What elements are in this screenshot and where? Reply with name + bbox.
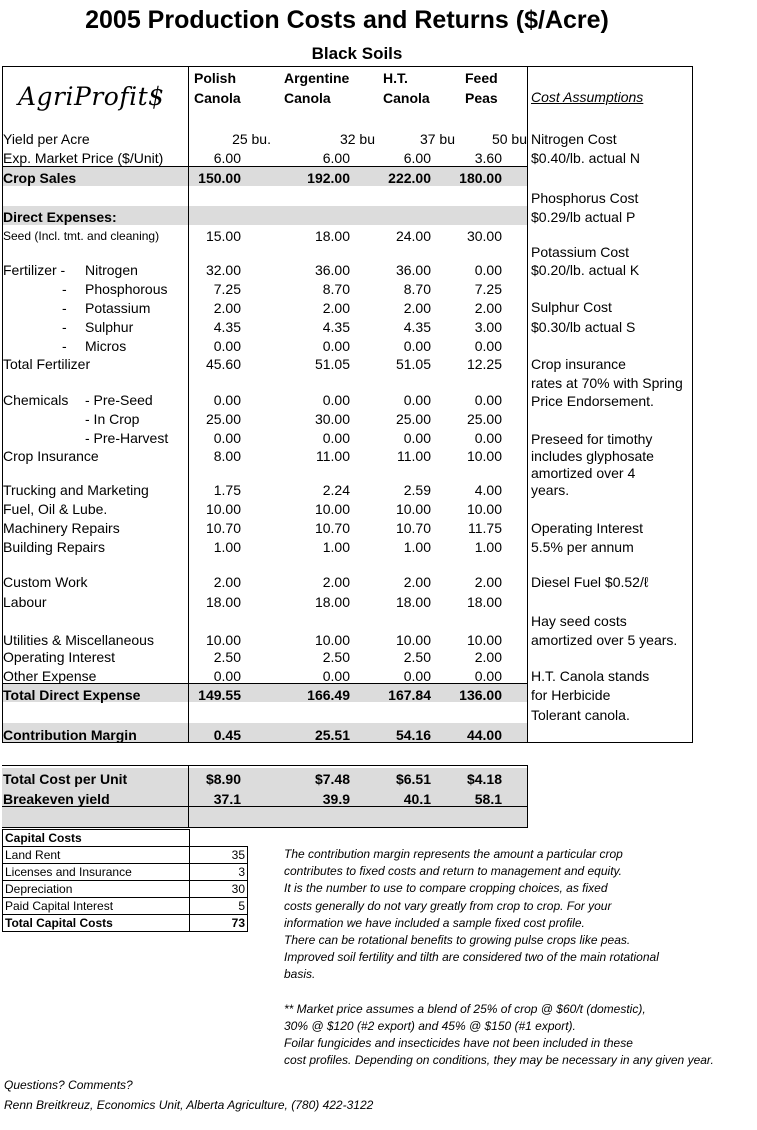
cost-assumptions-heading: Cost Assumptions [531, 89, 644, 105]
cost-assumption-line: Tolerant canola. [531, 707, 630, 723]
col-header-argentine: Argentine Canola [284, 70, 350, 106]
cell-value: 7.25 [213, 281, 241, 297]
row-label: Fertilizer - [3, 262, 66, 278]
cell-value: 10.00 [314, 501, 350, 517]
note-line: contributes to fixed costs and return to management and equity. [284, 864, 622, 879]
agriprofits-logo: AgriProfit$ [18, 82, 165, 111]
cell-value: 40.1 [403, 791, 431, 807]
note-line: basis. [284, 967, 316, 982]
cell-value: 0.00 [322, 392, 350, 408]
cell-value: 0.00 [474, 392, 502, 408]
cell-value: 0.00 [474, 338, 502, 354]
cell-value: 2.00 [322, 300, 350, 316]
cell-value: 10.00 [395, 632, 431, 648]
cell-value: 10.00 [466, 632, 502, 648]
row-label: Breakeven yield [3, 791, 110, 807]
cost-assumption-line: Potassium Cost [531, 244, 630, 260]
cell-value: 0.00 [403, 430, 431, 446]
cell-value: 0.00 [322, 668, 350, 684]
col-header-ht: H.T. Canola [383, 70, 430, 106]
row-sublabel: Potassium [85, 300, 151, 316]
cell-value: 15.00 [205, 228, 241, 244]
cost-assumption-line: Preseed for timothy [531, 431, 653, 447]
table-row: Paid Capital Interest 5 [3, 898, 248, 915]
note-line: 30% @ $120 (#2 export) and 45% @ $150 (#1 export). [284, 1019, 576, 1033]
cell-value: 0.00 [474, 668, 502, 684]
cost-assumption-line: Price Endorsement. [531, 393, 654, 409]
row-label: Building Repairs [3, 539, 105, 555]
note-line: Improved soil fertility and tilth are considered two of the main rotational [284, 950, 659, 965]
note-line: The contribution margin represents the amount a particular crop [284, 847, 623, 861]
row-label: Total Fertilizer [3, 356, 91, 372]
cost-assumption-line: Diesel Fuel $0.52/ℓ [531, 574, 649, 590]
cost-assumption-line: $0.20/lb. actual K [531, 262, 640, 278]
cell-value: 192.00 [307, 170, 350, 186]
cell-value: 3.60 [474, 150, 502, 166]
cell-value: 149.55 [198, 687, 241, 703]
cost-assumption-line: amortized over 5 years. [531, 632, 678, 648]
cell-value: 24.00 [395, 228, 431, 244]
cell-value: 2.00 [403, 300, 431, 316]
cell-value: 10.70 [205, 520, 241, 536]
cell-value: 2.00 [213, 574, 241, 590]
note-line: cost profiles. Depending on conditions, they may be necessary in any given year. [284, 1053, 714, 1068]
cell-value: 2.00 [403, 574, 431, 590]
spacer-band [2, 807, 527, 827]
page-subtitle: Black Soils [311, 44, 403, 63]
row-sublabel: - Pre-Harvest [85, 430, 169, 446]
table-top-line [2, 66, 692, 67]
note-line: ** Market price assumes a blend of 25% of crop @ $60/t (domestic), [284, 1001, 646, 1016]
cell-value: 44.00 [466, 727, 502, 743]
cost-assumption-line: Crop insurance [531, 356, 626, 372]
cost-assumption-line: years. [531, 482, 570, 498]
cell-value: 2.00 [474, 300, 502, 316]
cell-value: 18.00 [314, 228, 350, 244]
row-sublabel: Phosphorous [85, 281, 168, 297]
cell-value: 37 bu [419, 131, 455, 147]
note-line: It is the number to use to compare cropping choices, as fixed [284, 881, 608, 896]
cell-value: 18.00 [395, 594, 431, 610]
row-dash: - [62, 300, 67, 316]
cost-assumption-line: rates at 70% with Spring [531, 375, 683, 391]
cell-value: 0.00 [403, 668, 431, 684]
note-line: There can be rotational benefits to growing pulse crops like peas. [284, 933, 631, 947]
row-dash: - [62, 319, 67, 335]
cell-value: 45.60 [205, 356, 241, 372]
cost-assumption-line: H.T. Canola stands [531, 668, 650, 684]
cell-value: 150.00 [198, 170, 241, 186]
cell-value: 3.00 [474, 319, 502, 335]
cell-value: 11.75 [468, 520, 502, 536]
cell-value: 4.35 [322, 319, 350, 335]
cell-value: 2.50 [322, 649, 350, 665]
row-sublabel: Nitrogen [85, 262, 138, 278]
cell-value: 51.05 [395, 356, 431, 372]
cell-value: 39.9 [322, 791, 350, 807]
cell-value: 11.00 [397, 448, 431, 464]
cell-value: 2.59 [403, 482, 431, 498]
cell-value: 180.00 [459, 170, 502, 186]
cell-value: 0.00 [322, 430, 350, 446]
cell-value: 18.00 [314, 594, 350, 610]
cell-value: 0.00 [213, 430, 241, 446]
cell-value: 1.75 [213, 482, 241, 498]
cell-value: 136.00 [459, 687, 502, 703]
row-label: Labour [3, 594, 47, 610]
row-sublabel: - In Crop [85, 411, 140, 427]
cost-assumption-line: for Herbicide [531, 687, 611, 703]
cell-value: 0.00 [213, 338, 241, 354]
cell-value: 166.49 [307, 687, 350, 703]
cell-value: 4.35 [403, 319, 431, 335]
cell-value: 2.24 [322, 482, 350, 498]
cell-value: 1.00 [213, 539, 241, 555]
row-label: Crop Sales [3, 170, 77, 186]
row-label: Machinery Repairs [3, 520, 120, 536]
lower-top-line [2, 765, 528, 766]
cell-value: 50 bu [491, 131, 527, 147]
lower-right-line [527, 765, 528, 827]
cell-value: 10.00 [205, 632, 241, 648]
cell-value: 54.16 [395, 727, 431, 743]
row-label: Crop Insurance [3, 448, 99, 464]
row-label: Total Direct Expense [3, 687, 141, 703]
row-sublabel: Micros [85, 338, 127, 354]
cell-value: 25.00 [205, 411, 241, 427]
cell-value: 0.00 [403, 392, 431, 408]
lower-bottom-line [2, 827, 528, 828]
col-header-peas: Feed Peas [465, 70, 498, 106]
footer-questions: Questions? Comments? [4, 1078, 133, 1092]
cell-value: 25.00 [395, 411, 431, 427]
cost-assumption-line: Operating Interest [531, 520, 644, 536]
cell-value: 222.00 [388, 170, 431, 186]
capital-costs-heading: Capital Costs [3, 830, 190, 847]
row-label: Yield per Acre [3, 131, 90, 147]
cell-value: 2.50 [403, 649, 431, 665]
cell-value: 30.00 [466, 228, 502, 244]
cell-value: 25 bu. [232, 131, 271, 147]
cost-assumption-line: Phosphorus Cost [531, 190, 639, 206]
footer-contact: Renn Breitkreuz, Economics Unit, Alberta Agriculture, (780) 422-3122 [4, 1098, 374, 1112]
row-label: Operating Interest [3, 649, 116, 665]
cell-value: 1.00 [474, 539, 502, 555]
cell-value: 6.00 [322, 150, 350, 166]
row-dash: - [62, 281, 67, 297]
page-title: 2005 Production Costs and Returns ($/Acre) [85, 6, 609, 34]
row-sublabel: Sulphur [85, 319, 134, 335]
cell-value: 7.25 [474, 281, 502, 297]
note-line: Foilar fungicides and insecticides have not been included in these [284, 1036, 633, 1051]
cell-value: 4.00 [474, 482, 502, 498]
cost-assumption-line: $0.29/lb actual P [531, 209, 636, 225]
col-header-polish: Polish Canola [194, 70, 241, 106]
cost-assumption-line: 5.5% per annum [531, 539, 634, 555]
row-label: Total Cost per Unit [3, 771, 128, 787]
cell-value: 51.05 [314, 356, 350, 372]
cell-value: 37.1 [213, 791, 241, 807]
row-dash: - [62, 338, 67, 354]
table-row: Licenses and Insurance 3 [3, 864, 248, 881]
assump-col-line [527, 66, 528, 743]
row-label: Trucking and Marketing [3, 482, 149, 498]
cell-value: 25.00 [466, 411, 502, 427]
cell-value: 2.00 [213, 300, 241, 316]
cell-value: 12.25 [466, 356, 502, 372]
cell-value: 0.00 [403, 338, 431, 354]
row-label: Direct Expenses: [3, 209, 117, 225]
cell-value: 1.00 [403, 539, 431, 555]
cell-value: $7.48 [314, 771, 350, 787]
row-label: Utilities & Miscellaneous [3, 632, 154, 648]
note-line: costs generally do not vary greatly from crop to crop. For your [284, 898, 612, 913]
table-row: Land Rent 35 [3, 847, 248, 864]
cost-assumption-line: Nitrogen Cost [531, 131, 617, 147]
cell-value: 18.00 [205, 594, 241, 610]
cell-value: 1.00 [322, 539, 350, 555]
row-label: Fuel, Oil & Lube. [3, 501, 108, 517]
cell-value: 11.00 [316, 448, 350, 464]
cell-value: 10.00 [466, 448, 502, 464]
cost-assumption-line: Sulphur Cost [531, 299, 612, 315]
row-label: Exp. Market Price ($/Unit) [3, 150, 164, 166]
cell-value: 32.00 [205, 262, 241, 278]
row-label: Contribution Margin [3, 727, 137, 743]
cell-value: 0.45 [213, 727, 241, 743]
table-row-total: Total Capital Costs 73 [3, 915, 248, 932]
cell-value: 8.70 [322, 281, 350, 297]
row-label: Other Expense [3, 668, 97, 684]
cell-value: 10.00 [466, 501, 502, 517]
cell-value: 2.00 [474, 574, 502, 590]
cell-value: 167.84 [388, 687, 431, 703]
cell-value: 2.00 [474, 649, 502, 665]
cost-assumption-line: Hay seed costs [531, 613, 627, 629]
table-row: Depreciation 30 [3, 881, 248, 898]
note-line: information we have included a sample fixed cost profile. [284, 915, 585, 930]
cell-value: 18.00 [466, 594, 502, 610]
cell-value: 6.00 [213, 150, 241, 166]
cost-assumption-line: $0.30/lb actual S [531, 319, 636, 335]
row-sublabel: - Pre-Seed [85, 392, 153, 408]
cell-value: $6.51 [395, 771, 431, 787]
cell-value: 0.00 [474, 430, 502, 446]
row-label: Seed (Incl. tmt. and cleaning) [3, 229, 160, 243]
cost-assumption-line: $0.40/lb. actual N [531, 150, 640, 166]
cell-value: 36.00 [314, 262, 350, 278]
cell-value: 4.35 [213, 319, 241, 335]
cell-value: 30.00 [314, 411, 350, 427]
cell-value: 25.51 [314, 727, 350, 743]
cell-value: 0.00 [213, 392, 241, 408]
cell-value: 2.00 [322, 574, 350, 590]
cell-value: 10.00 [205, 501, 241, 517]
cell-value: 0.00 [322, 338, 350, 354]
row-label: Custom Work [3, 574, 88, 590]
cell-value: 0.00 [213, 668, 241, 684]
cell-value: 6.00 [403, 150, 431, 166]
table-right-line [692, 66, 693, 743]
cell-value: 58.1 [474, 791, 502, 807]
cell-value: $8.90 [205, 771, 241, 787]
cost-assumption-line: amortized over 4 [531, 465, 636, 481]
row-label: Chemicals [3, 392, 69, 408]
cell-value: 0.00 [474, 262, 502, 278]
cell-value: 10.00 [395, 501, 431, 517]
cell-value: 8.00 [213, 448, 241, 464]
cell-value: 10.70 [314, 520, 350, 536]
cell-value: 32 bu [339, 131, 375, 147]
cell-value: $4.18 [466, 771, 502, 787]
cost-assumption-line: includes glyphosate [531, 448, 654, 464]
capital-costs-table [2, 829, 248, 932]
cell-value: 10.00 [314, 632, 350, 648]
cell-value: 10.70 [395, 520, 431, 536]
cell-value: 36.00 [395, 262, 431, 278]
cell-value: 2.50 [213, 649, 241, 665]
cell-value: 8.70 [403, 281, 431, 297]
